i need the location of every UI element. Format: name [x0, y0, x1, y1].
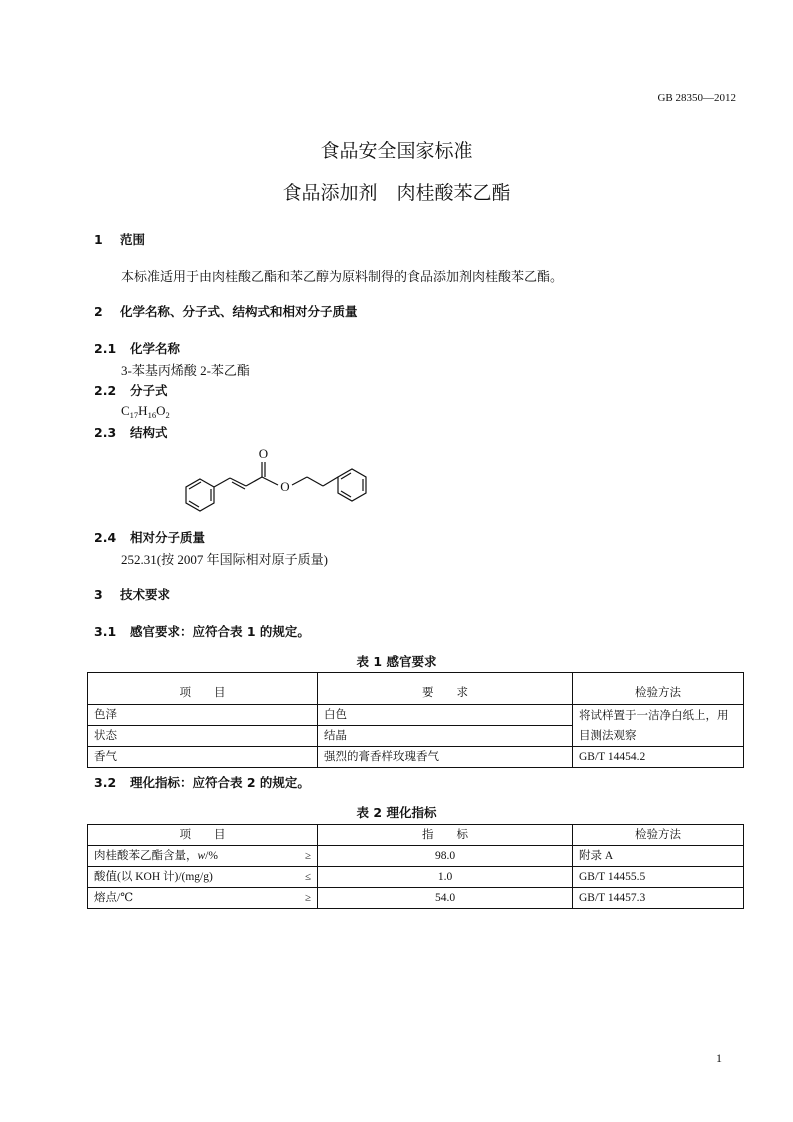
standard-code: GB 28350—2012 — [657, 92, 736, 104]
cell-item: 色泽 — [88, 705, 318, 726]
subsection-title: 感官要求：应符合表 1 的规定。 — [130, 624, 310, 639]
table-header-row — [88, 673, 744, 705]
chemical-name: 3-苯基丙烯酸 2-苯乙酯 — [121, 363, 250, 378]
subsection-2-2-heading — [94, 381, 168, 399]
subsection-title: 化学名称 — [130, 341, 181, 356]
carbonyl-oxygen-label: O — [258, 446, 269, 461]
section-number: 2 — [94, 304, 103, 319]
subsection-title: 分子式 — [130, 383, 168, 398]
subsection-number: 2.2 — [94, 383, 117, 398]
comparison-symbol: ≥ — [304, 892, 311, 904]
page-number: 1 — [716, 1051, 722, 1065]
subsection-3-1-heading — [94, 622, 310, 640]
cell-value: 98.0 — [318, 846, 573, 867]
table-2-physicochemical — [87, 824, 744, 909]
page-subtitle: 食品添加剂 肉桂酸苯乙酯 — [282, 182, 511, 204]
subsection-2-3-heading — [94, 423, 168, 441]
subsection-2-4-heading — [94, 528, 205, 546]
section-title: 范围 — [120, 232, 146, 247]
subsection-number: 2.3 — [94, 425, 117, 440]
table-2-caption: 表 2 理化指标 — [356, 805, 437, 820]
cell-item: 酸值(以 KOH 计)/(mg/g) ≤ — [88, 867, 318, 888]
comparison-symbol: ≤ — [304, 871, 311, 883]
cell-method: 附录 A — [573, 846, 744, 867]
cell-item: 香气 — [88, 747, 318, 768]
section-1-text: 本标准适用于由肉桂酸乙酯和苯乙醇为原料制得的食品添加剂肉桂酸苯乙酯。 — [121, 269, 564, 284]
cell-method: GB/T 14454.2 — [573, 747, 744, 768]
cell-value: 1.0 — [318, 867, 573, 888]
table-row — [88, 846, 744, 867]
column-header-requirement: 要 求 — [318, 673, 573, 705]
table-row — [88, 867, 744, 888]
table-header-row — [88, 825, 744, 846]
subsection-title: 结构式 — [130, 425, 168, 440]
cell-item: 状态 — [88, 726, 318, 747]
table-1-caption: 表 1 感官要求 — [356, 654, 437, 669]
subsection-number: 3.1 — [94, 624, 117, 639]
ester-oxygen-label: O — [280, 479, 290, 494]
cell-method: GB/T 14457.3 — [573, 888, 744, 909]
cell-requirement: 结晶 — [318, 726, 573, 747]
subsection-number: 3.2 — [94, 775, 117, 790]
table-1-sensory — [87, 672, 744, 768]
cell-item: 熔点/℃ ≥ — [88, 888, 318, 909]
subsection-title: 理化指标：应符合表 2 的规定。 — [130, 775, 310, 790]
section-title: 化学名称、分子式、结构式和相对分子质量 — [120, 304, 358, 319]
subsection-number: 2.1 — [94, 341, 117, 356]
molecular-mass: 252.31(按 2007 年国际相对原子质量) — [121, 552, 328, 567]
table-row — [88, 888, 744, 909]
section-number: 1 — [94, 232, 103, 247]
section-title: 技术要求 — [120, 587, 171, 602]
table-row — [88, 747, 744, 768]
cell-method-merged: 将试样置于一洁净白纸上，用 目测法观察 — [573, 705, 744, 747]
table-row — [88, 705, 744, 726]
column-header-item: 项 目 — [88, 825, 318, 846]
molecular-formula: $C_{17}H_{16}O_2$ — [121, 403, 170, 420]
page-title: 食品安全国家标准 — [320, 140, 473, 162]
column-header-indicator: 指 标 — [318, 825, 573, 846]
comparison-symbol: ≥ — [304, 850, 311, 862]
column-header-method: 检验方法 — [573, 825, 744, 846]
cell-requirement: 白色 — [318, 705, 573, 726]
subsection-3-2-heading — [94, 773, 310, 791]
section-number: 3 — [94, 587, 103, 602]
cell-requirement: 强烈的膏香样玫瑰香气 — [318, 747, 573, 768]
cell-method: GB/T 14455.5 — [573, 867, 744, 888]
column-header-item: 项 目 — [88, 673, 318, 705]
section-3-heading — [94, 585, 170, 603]
subsection-title: 相对分子质量 — [130, 530, 206, 545]
subsection-2-1-heading — [94, 339, 180, 357]
column-header-method: 检验方法 — [573, 673, 744, 705]
subsection-number: 2.4 — [94, 530, 117, 545]
structural-formula-diagram — [170, 445, 390, 520]
cell-item: 肉桂酸苯乙酯含量，w/% ≥ — [88, 846, 318, 867]
section-2-heading — [94, 302, 358, 320]
section-1-heading — [94, 230, 145, 248]
cell-value: 54.0 — [318, 888, 573, 909]
